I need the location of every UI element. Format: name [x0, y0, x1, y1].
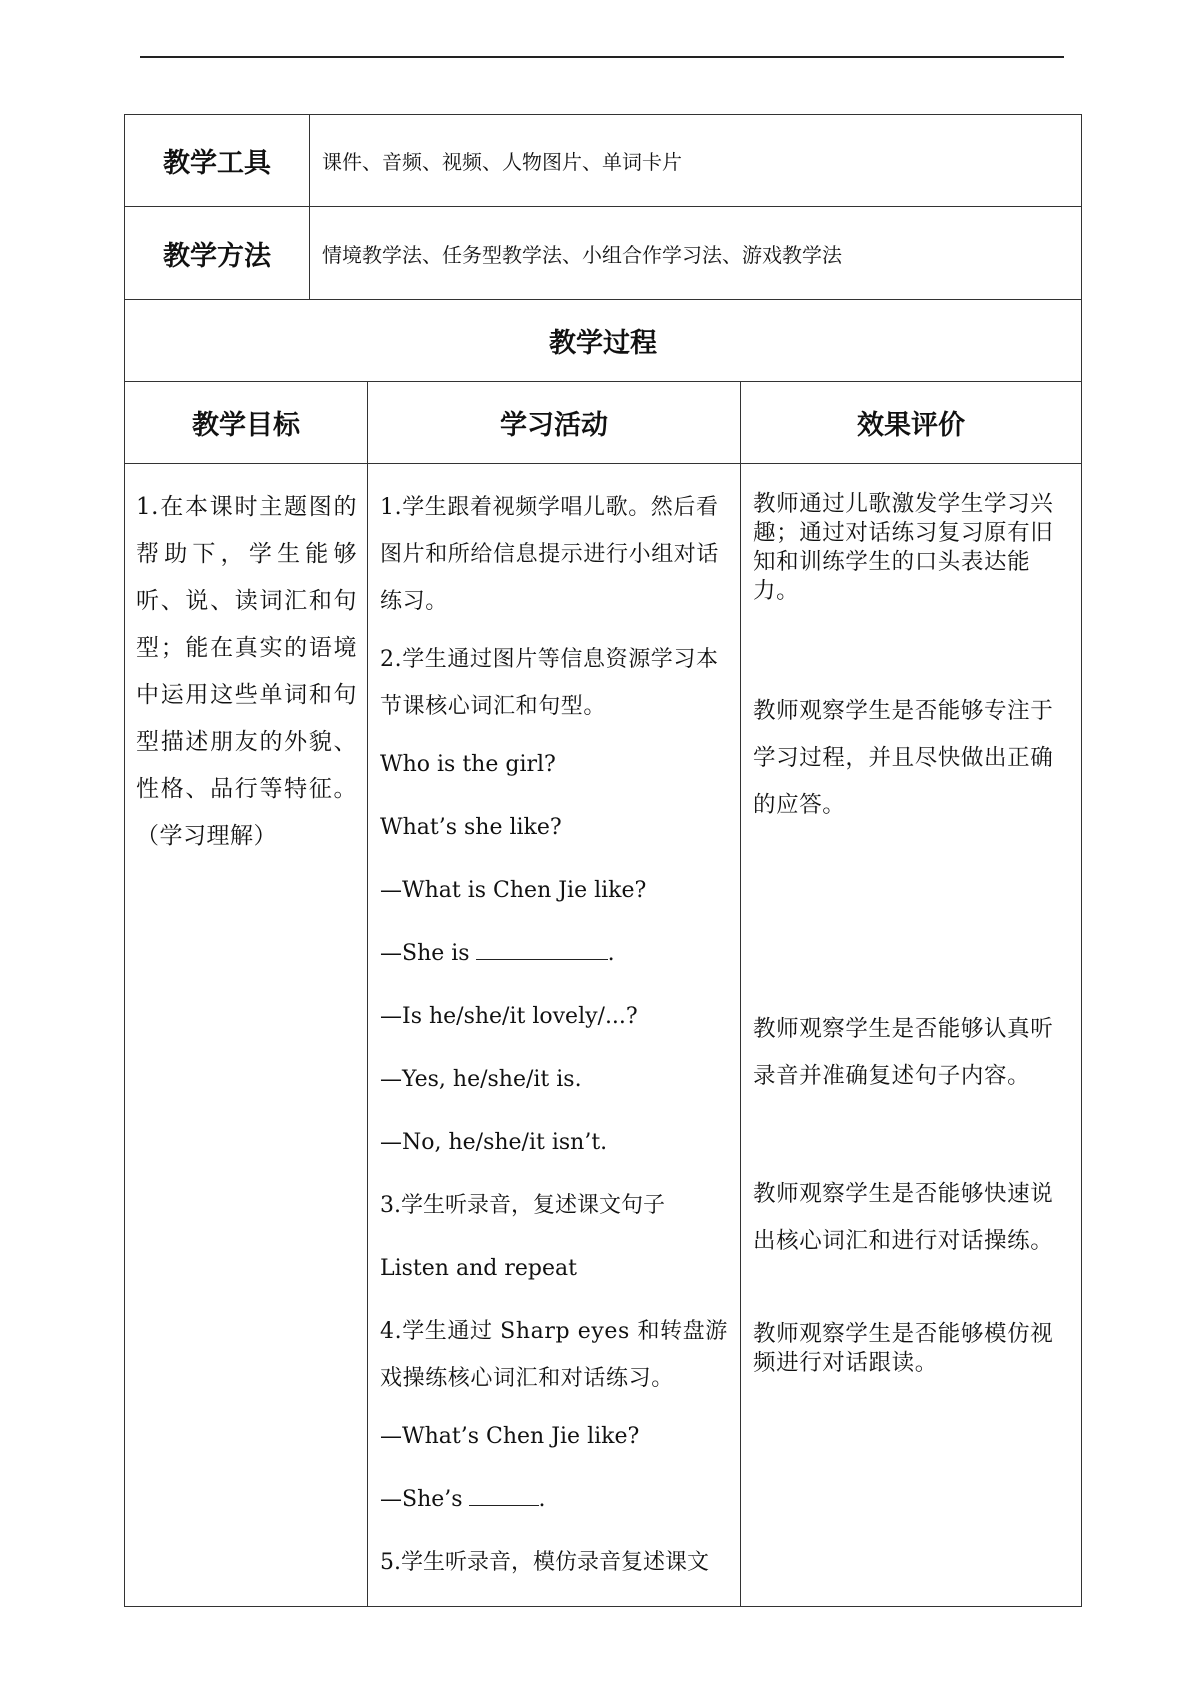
header-rule	[140, 56, 1064, 58]
activity-item: 3.学生听录音，复述课文句子	[380, 1193, 665, 1218]
methods-label: 教学方法	[125, 207, 310, 300]
process-title: 教学过程	[125, 300, 1082, 382]
goal-text: 1.在本课时主题图的帮助下，学生能够听、说、读词汇和句型；能在真实的语境中运用这些单词和句型描述朋友的外貌、性格、品行等特征。（学习理解）	[136, 494, 357, 849]
activity-item: What’s she like?	[380, 815, 562, 840]
activity-item: 5.学生听录音，模仿录音复述课文	[380, 1550, 709, 1575]
activity-item: —No, he/she/it isn’t.	[380, 1130, 608, 1155]
methods-value: 情境教学法、任务型教学法、小组合作学习法、游戏教学法	[310, 207, 1082, 300]
activity-item: —Yes, he/she/it is.	[380, 1067, 582, 1092]
evaluation-item: 教师通过儿歌激发学生学习兴趣；通过对话练习复习原有旧知和训练学生的口头表达能力。	[753, 491, 1054, 604]
lesson-plan-table	[124, 114, 1082, 1607]
process-title-row	[125, 300, 1082, 382]
tools-row	[125, 115, 1082, 207]
activity-item: 4.学生通过 Sharp eyes 和转盘游戏操练核心词汇和对话练习。	[380, 1319, 728, 1391]
activity-item: Listen and repeat	[380, 1256, 577, 1281]
process-body-row	[125, 464, 1082, 1607]
column-header-activity: 学习活动	[368, 382, 741, 464]
tools-label: 教学工具	[125, 115, 310, 207]
column-header-row	[125, 382, 1082, 464]
activity-item-with-blank: —She’s .	[380, 1476, 732, 1523]
activity-cell	[368, 464, 741, 1607]
activity-item: —Is he/she/it lovely/...?	[380, 1004, 638, 1029]
evaluation-item: 教师观察学生是否能够快速说出核心词汇和进行对话操练。	[753, 1181, 1054, 1254]
answer-blank	[469, 1481, 539, 1506]
activity-item: 2.学生通过图片等信息资源学习本节课核心词汇和句型。	[380, 647, 719, 719]
column-header-evaluation: 效果评价	[741, 382, 1082, 464]
evaluation-item: 教师观察学生是否能够模仿视频进行对话跟读。	[753, 1321, 1054, 1376]
activity-item: Who is the girl?	[380, 752, 556, 777]
activity-item: —What’s Chen Jie like?	[380, 1424, 640, 1449]
activity-item: 1.学生跟着视频学唱儿歌。然后看图片和所给信息提示进行小组对话练习。	[380, 495, 720, 614]
evaluation-item: 教师观察学生是否能够认真听录音并准确复述句子内容。	[753, 1016, 1054, 1089]
activity-item-with-blank: —She is .	[380, 930, 732, 977]
activity-item-text: —She’s	[380, 1487, 463, 1512]
evaluation-cell	[741, 464, 1082, 1607]
answer-blank	[476, 935, 608, 960]
activity-item-text: —She is	[380, 941, 470, 966]
tools-value: 课件、音频、视频、人物图片、单词卡片	[310, 115, 1082, 207]
goal-cell	[125, 464, 368, 1607]
evaluation-item: 教师观察学生是否能够专注于学习过程，并且尽快做出正确的应答。	[753, 698, 1054, 818]
methods-row	[125, 207, 1082, 300]
activity-list	[368, 464, 740, 1586]
column-header-goal: 教学目标	[125, 382, 368, 464]
activity-item: —What is Chen Jie like?	[380, 878, 647, 903]
